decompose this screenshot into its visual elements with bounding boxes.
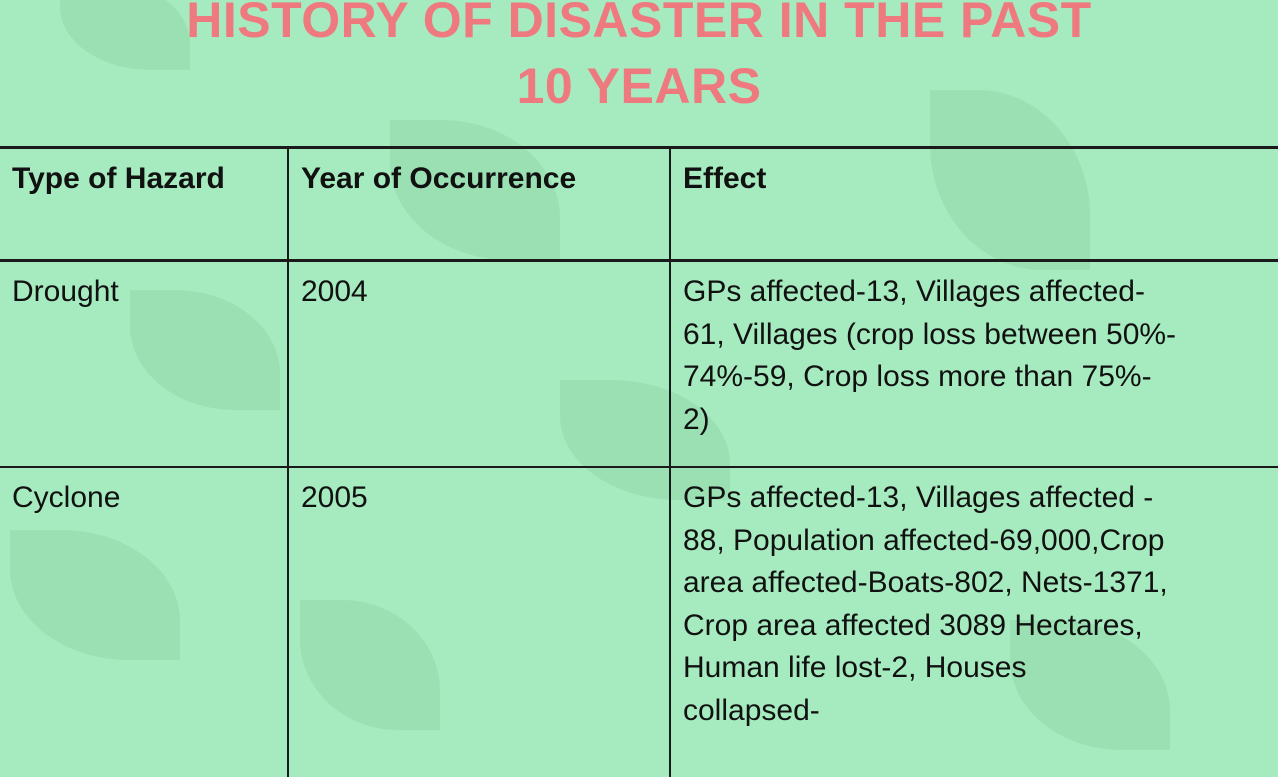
header-type-of-hazard: Type of Hazard	[0, 148, 288, 261]
slide-title: HISTORY OF DISASTER IN THE PAST 10 YEARS	[186, 0, 1092, 114]
disaster-history-table	[0, 146, 1278, 777]
hazard-cell: Cyclone	[0, 467, 288, 777]
year-cell: 2005	[288, 467, 670, 777]
hazard-cell: Drought	[0, 261, 288, 468]
table-row	[0, 261, 1278, 468]
table-header-row	[0, 148, 1278, 261]
effect-cell: GPs affected-13, Villages affected- 61, Villages (crop loss between 50%- 74%-59, Crop loss more than 75%- 2)	[683, 275, 1177, 436]
year-cell: 2004	[288, 261, 670, 468]
effect-cell: GPs affected-13, Villages affected - 88, Population affected-69,000,Crop area affected-Boats-802, Nets-1371, Crop area affected 3089 Hectares, Human life lost-2, Houses collapsed-	[683, 481, 1168, 727]
header-effect: Effect	[683, 162, 767, 195]
header-year-of-occurrence: Year of Occurrence	[288, 148, 670, 261]
table-row	[0, 467, 1278, 777]
